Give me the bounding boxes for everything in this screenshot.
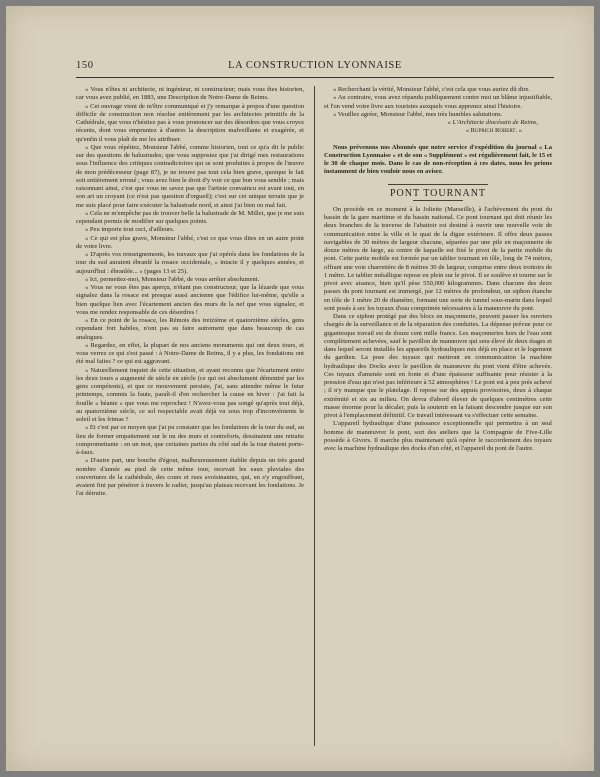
paragraph: « Recherchant la vérité, Monsieur l'abbé, c'est cela que vous auriez dû dire. bbox=[333, 86, 531, 93]
paragraph: « Naturellement inquiet de cette situation, et ayant reconnu que l'écartement entre les deux tours a augmenté de siècle en siècle (ce qui est absolument démontré par les gens compétents), et que ce mouvement persiste, j'ai, sans attendre même le futur printemps, commis la faute, paraît-il d'en rechercher la cause en hiver : j'ai fait la fouille « béante » que vous me reprochez ! N'avez-vous pas songé qu'après tout déjà, au quatorzième siècle, ce sol respectable avait déjà vu sous trop d'inconvénients le soleil et les frimas ? bbox=[76, 366, 304, 423]
left-column bbox=[76, 86, 304, 751]
signature-title: « L'Architecte diocésain de Reims, bbox=[447, 119, 538, 126]
paragraph: « Regardez, en effet, la plupart de nos anciens monuments qui ont deux tours, et vous verrez ce qui s'est passé : à Notre-Dame de Reims, il y a plus, les fondations ont été mal faites ? ce qui est aggravant. bbox=[76, 341, 304, 366]
header-rule bbox=[76, 77, 554, 78]
section-rule bbox=[413, 200, 463, 201]
section-title: PONT TOURNANT bbox=[389, 187, 487, 199]
column-divider bbox=[314, 86, 315, 746]
notice-rule bbox=[388, 184, 488, 185]
signature-name: « Ruprich Robert. » bbox=[465, 127, 522, 135]
paragraph: « Ce qui est plus grave, Monsieur l'abbé, c'est ce que vous dites en un autre point de votre livre. bbox=[76, 234, 304, 250]
paragraph: « Vous n'êtes ni architecte, ni ingénieur, ni constructeur; mais vous êtes historien, car vous avez publié, en 1883, une Description de Notre-Dame de Reims. bbox=[76, 86, 304, 102]
page-number: 150 bbox=[76, 60, 94, 71]
paragraph: « Que vous répétiez, Monsieur l'abbé, comme historien, tout ce qu'a dit le public sur des questions de balustrades; que vous supposiez que j'ai dirigé mes restaurations sous l'influence des critiques contradictoires qui se sont produites à propos de l'œuvre de mon prédécesseur (page 87), je ne trouve pas tout cela bien grave, quoique le fait soit entièrement erroné ; vous avez bien le droit d'y voir ce que bon vous semble ; mais raisonnant ainsi, c'est que vous ne savez pas que l'artiste convaincu est avant tout, en son art un croyant (ce n'est pas question d'orgueil); c'est sur cet unique terrain que je me suis placé pour faire exécuter la balustrade nord, et ainsi j'ai bien ou mal fait. bbox=[76, 143, 304, 209]
paragraph: « Vous ne vous êtes pas aperçu, n'étant pas constructeur, que la lézarde que vous signalez dans la rosace est presque aussi ancienne que l'édifice lui-même, qu'elle a bien quelque lien avec l'écartement ancien des murs de la nef que vous signalez, et vous me rendez responsable de ces désordres ! bbox=[76, 284, 304, 316]
paragraph: « Et c'est par ce moyen que j'ai pu constater que les fondations de la tour du sud, au lieu de former empattement sur le nu des murs et contreforts, dessinaient une retraite compromettante : en un mot, que certaines parties du côté sud de la tour étaient porte-à-faux. bbox=[76, 424, 304, 456]
paragraph: L'appareil hydraulique d'une puissance exceptionnelle qui permettra à un seul homme de manœuvrer le pont, sort des ateliers que la Compagnie de Five-Lille possède à Givors. Il marche plus maintenant qu'à opérer le raccordement des tuyaux avec la machine hydraulique des docks d'un côté, et l'appareil du pont de l'autre. bbox=[324, 420, 552, 452]
paragraph: « Cela ne m'empêche pas de trouver belle la balustrade de M. Millet, que je me suis cependant permis de modifier sur quelques points. bbox=[76, 209, 304, 225]
journal-title: LA CONSTRUCTION LYONNAISE bbox=[228, 60, 402, 71]
subscriber-notice: Nous prévenons nos Abonnés que notre service d'expédition du journal « La Construction Lyonnaise » et de son « Supplément » est régulièrement fait, le 15 et le 30 de chaque mois. Dans le cas de non-réception à ces dates, nous les prions instamment de bien vouloir nous en aviser. bbox=[324, 143, 552, 176]
paragraph: « Peu importe tout ceci, d'ailleurs. bbox=[85, 226, 175, 234]
paragraph: « Veuillez agréer, Monsieur l'abbé, mes très humbles salutations. bbox=[333, 110, 503, 118]
paragraph: « Ici, permettez-moi, Monsieur l'abbé, de vous arrêter absolument. bbox=[85, 275, 260, 283]
paragraph: « Au contraire, vous avez répandu publiquement contre moi un blâme injustifiable, et l'on vend votre livre aux touristes auxquels vous apprenez ainsi l'histoire. bbox=[324, 94, 552, 110]
paragraph: « Cet ouvrage vient de m'être communiqué et j'y remarque à propos d'une question difficile de construction non résolue entièrement par les architectes primitifs de la Cathédrale, que vous n'hésitez pas à vous prononcer sur des désordres que vous croyez récents, dont vous empruntez à d'autres la description malveillante et exagérée, et qu'enfin il vous plaît de me les attribuer. bbox=[76, 102, 304, 143]
page-header bbox=[76, 60, 554, 76]
journal-page bbox=[6, 6, 594, 771]
right-column bbox=[324, 86, 552, 751]
paragraph: « D'autre part, une bouche d'égout, malheureusement établie depuis un très grand nombre d'année au pied de cette même tour, recevait les eaux pluviales des couvertures de la cathédrale, des cours et rues avoisinantes, qui, en s'y engouffrant, avaient fini par pénétrer à travers le radier, jusqu'au plateau recevant les fondations. Je l'ai détruite. bbox=[76, 457, 304, 498]
paragraph: « En ce point de la rosace, les Rémois des treizième et quatorzième siècles, gens cependant fort habiles, n'ont pas su faire autrement que dans beaucoup de cas analogues. bbox=[76, 317, 304, 341]
paragraph: Dans ce siphon protégé par des blocs en maçonnerie, peuvent passer les ouvriers chargés de la surveillance et de la réparation des conduites. La dépense prévue pour ce gigantesque travail est de douze cent mille francs. Les maçonneries hors de l'eau sont complètement achevées, sauf le pavillon de manœuvre qui sera élevé de deux étages et dans lequel seront installés les appareils hydrauliques mis déjà en place et le logement du gardien. La pose des tuyaux qui mettront en communication la machine hydraulique des Docks avec le pavillon de manœuvre du pont vient d'être achevée. Ces tuyaux d'amenée sont en fonte et d'une épaisseur suffisante pour résister à la pression d'eau qui n'est pas inférieure à 52 atmosphères ! Le pont est à peu près achevé ; il n'y manque que le platelage. Il repose sur des appuis provisoires, deux à chaque extrémité et six au milieu. On devra d'abord élever de quelques centimètres cette masse énorme pour la décaler, puis la soutenir en la faisant descendre jusque sur son pivot à l'emplacement définitif. Ce travail intéressant va s'effectuer cette semaine. bbox=[324, 313, 552, 419]
paragraph: On procède en ce moment à la Joliette (Marseille), à l'achèvement du pont du bassin de la gare maritime et du bassin national. Ce pont tournant qui doit réunir les deux branches de la traverse de l'abattoir est destiné à ouvrir une nouvelle voie de communication entre la ville et le quai de la digue extérieure. Il offre deux passes navigables de 30 mètres de largeur chacune, séparées par une pile en maçonnerie de douze mètres de large, au centre de laquelle est fixé le pivot de la partie mobile du pont. Cette partie mobile est formée par un tablier tournant en tôle, long de 74 mètres, offrant une voie charretière de 8 mètres 30 de largeur, comprise entre deux trottoirs de 1 mètre. Le tablier métallique repose en plein sur le pivot. Il se soulève et tourne sur le pivot avec aisance, bien qu'il pèse 550,000 kilogrammes. Dans chacune des deux passes du pont tournant est immergé, par 12 mètres de profondeur, un siphon étanche en tôle de 1 mètre 20 de diamètre, formant une sorte de tunnel sous-marin dans lequel sont posés à sec les tuyaux d'eau comprimée nécessaires à la manœuvre du pont. bbox=[324, 205, 552, 312]
paragraph: « D'après vos renseignements, les travaux que j'ai opérés dans les fondations de la tour du sud auraient ébranlé la rosace occidentale, « intacte il y quelques années, et aujourd'hui : ébranlée... » (pages 13 et 25). bbox=[76, 251, 304, 275]
